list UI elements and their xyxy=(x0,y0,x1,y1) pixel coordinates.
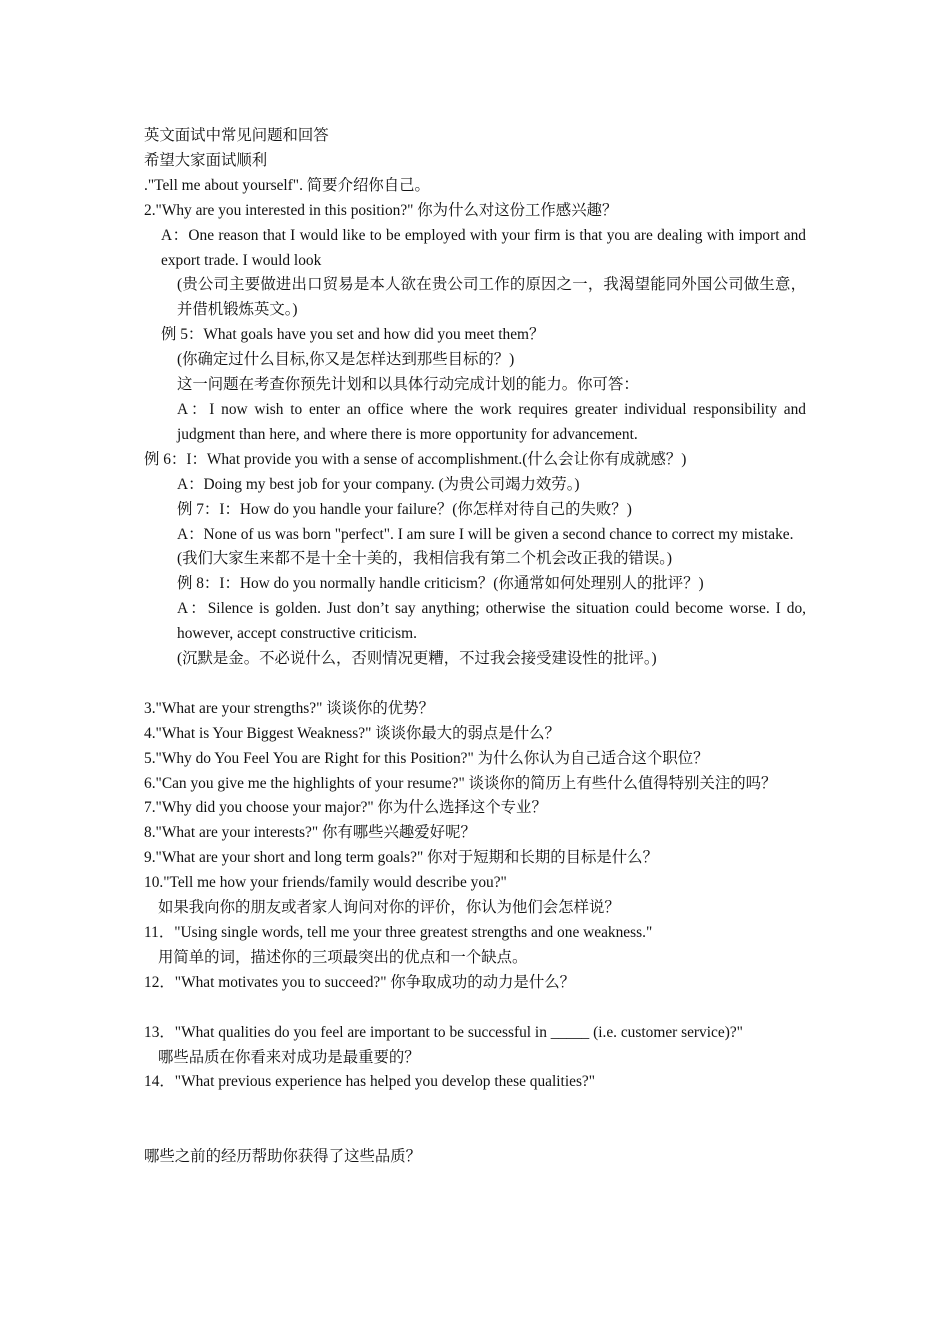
document-title: 英文面试中常见问题和回答 xyxy=(144,127,329,144)
question-2-translation: (贵公司主要做进出口贸易是本人欲在贵公司工作的原因之一，我渴望能同外国公司做生意，并借机锻炼英文。) xyxy=(177,276,806,319)
example-5-answer: A：I now wish to enter an office where the work requires greater individual responsibility and judgment than here, and where there is more opportunity for advancement. xyxy=(177,400,806,443)
example-7-question: 例 7：I：How do you handle your failure？(你怎样对待自己的失败？) xyxy=(177,500,632,518)
example-8-answer: A：Silence is golden. Just don’t say anything; otherwise the situation could become worse. I do, however, accept constructive criticism. xyxy=(177,600,806,643)
question-3: 3."What are your strengths?" 谈谈你的优势？ xyxy=(144,699,434,717)
question-2: 2."Why are you interested in this position?" 你为什么对这份工作感兴趣？ xyxy=(144,201,618,219)
question-4: 4."What is Your Biggest Weakness?" 谈谈你最大的弱点是什么？ xyxy=(144,724,560,742)
question-1: ."Tell me about yourself". 简要介绍你自己。 xyxy=(144,176,430,194)
example-5-translation: (你确定过什么目标,你又是怎样达到那些目标的？) xyxy=(177,351,515,369)
example-7-translation: (我们大家生来都不是十全十美的，我相信我有第二个机会改正我的错误。) xyxy=(177,550,673,568)
question-14: 14．"What previous experience has helped you develop these qualities?" xyxy=(144,1073,596,1091)
question-5: 5."Why do You Feel You are Right for this Position?" 为什么你认为自己适合这个职位？ xyxy=(144,749,709,767)
blank-lines xyxy=(144,1095,806,1145)
question-12: 12．"What motivates you to succeed?" 你争取成功的动力是什么？ xyxy=(144,973,576,991)
question-11: 11．"Using single words, tell me your three greatest strengths and one weakness." xyxy=(144,923,653,941)
question-7: 7."Why did you choose your major?" 你为什么选择这个专业？ xyxy=(144,799,547,817)
example-8-translation: (沉默是金。不必说什么，否则情况更糟，不过我会接受建设性的批评。) xyxy=(177,650,657,668)
question-13-translation: 哪些品质在你看来对成功是最重要的？ xyxy=(158,1048,420,1066)
question-14-translation: 哪些之前的经历帮助你获得了这些品质？ xyxy=(144,1148,422,1166)
example-5-question: 例 5：What goals have you set and how did you meet them？ xyxy=(161,326,545,344)
document-body xyxy=(144,124,806,1170)
question-10: 10."Tell me how your friends/family would describe you?" xyxy=(144,874,507,892)
example-7-answer: A：None of us was born "perfect". I am sure I will be given a second chance to correct my mistake. xyxy=(177,525,794,543)
example-8-question: 例 8：I：How do you normally handle criticism？(你通常如何处理别人的批评？) xyxy=(177,575,704,593)
question-2-answer: A：One reason that I would like to be employed with your firm is that you are dealing with import and export trade. I would look xyxy=(161,226,806,269)
question-10-translation: 如果我向你的朋友或者家人询问对你的评价，你认为他们会怎样说？ xyxy=(158,899,620,917)
blank-line xyxy=(144,672,806,697)
question-11-translation: 用简单的词，描述你的三项最突出的优点和一个缺点。 xyxy=(158,948,528,966)
example-5-note: 这一问题在考查你预先计划和以具体行动完成计划的能力。你可答： xyxy=(177,376,639,394)
document-subtitle: 希望大家面试顺利 xyxy=(144,151,268,169)
example-6-answer: A：Doing my best job for your company. (为贵公司竭力效劳。) xyxy=(177,475,580,493)
question-8: 8."What are your interests?" 你有哪些兴趣爱好呢？ xyxy=(144,824,476,842)
question-13: 13．"What qualities do you feel are important to be successful in _____ (i.e. customer service)?" xyxy=(144,1023,743,1041)
question-9: 9."What are your short and long term goals?" 你对于短期和长期的目标是什么？ xyxy=(144,849,658,867)
blank-line xyxy=(144,996,806,1021)
example-6-question: 例 6：I：What provide you with a sense of accomplishment.(什么会让你有成就感？) xyxy=(144,450,687,468)
question-6: 6."Can you give me the highlights of your resume?" 谈谈你的简历上有些什么值得特别关注的吗？ xyxy=(144,774,777,792)
